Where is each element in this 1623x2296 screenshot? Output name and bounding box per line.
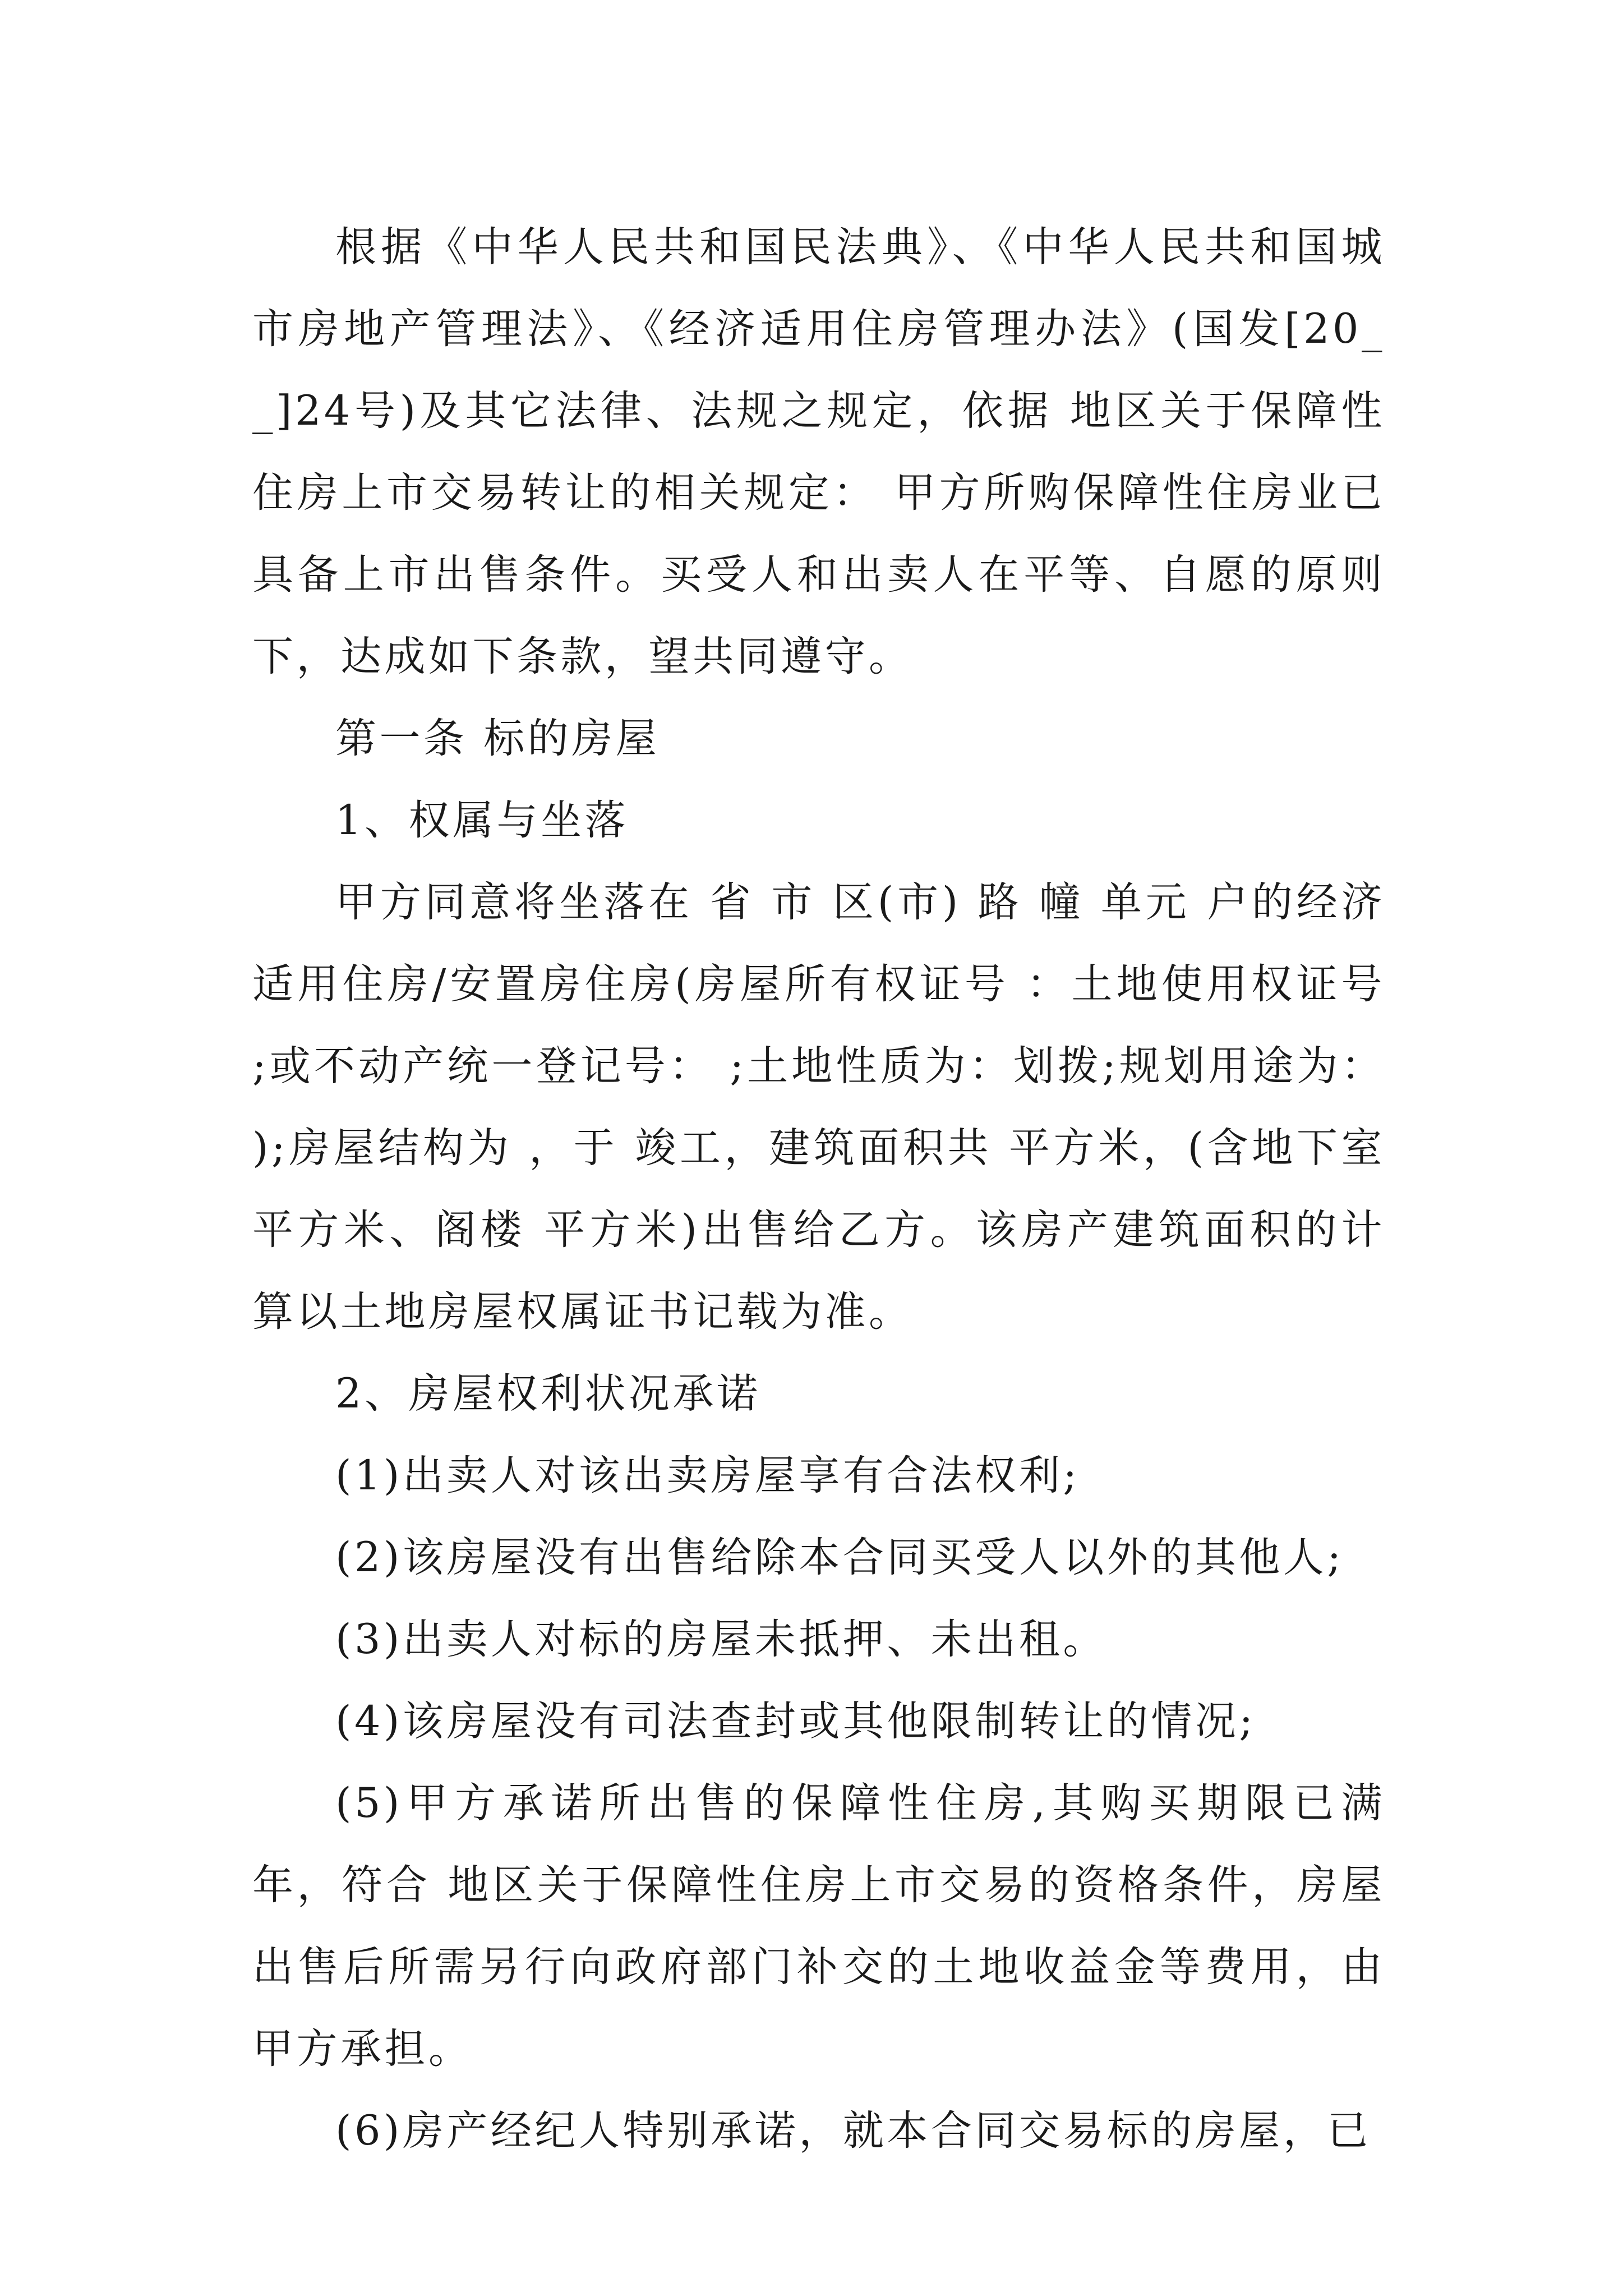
commitment-item-3: (3)出卖人对标的房屋未抵押、未出租。 — [335, 1616, 1107, 1663]
article-1-heading: 第一条 标的房屋 — [335, 715, 660, 762]
commitment-item-5: (5)甲方承诺所出售的保障性住房,其购买期限已满 年，符合 地区关于保障性住房上市交易的资格条件，房屋出售后所需另行向政府部门补交的土地收益金等费用，由甲方承担。 — [252, 1779, 1385, 2073]
commitment-item-4: (4)该房屋没有司法查封或其他限制转让的情况; — [335, 1697, 1256, 1745]
intro-paragraph: 根据《中华人民共和国民法典》、《中华人民共和国城市房地产管理法》、《经济适用住房管理办法》(国发[20__]24号)及其它法律、法规之规定，依据 地区关于保障性住房上市交易转让的相关规定： 甲方所购保障性住房业已具备上市出售条件。买受人和出卖人在平等、自愿的原则下，达成如下条款，望共同遵守。 — [252, 223, 1385, 680]
contract-body — [252, 206, 1385, 2172]
commitment-item-2: (2)该房屋没有出售给除本合同买受人以外的其他人; — [335, 1534, 1344, 1581]
section-2-heading: 2、房屋权利状况承诺 — [335, 1370, 761, 1418]
section-1-heading: 1、权属与坐落 — [335, 797, 629, 844]
commitment-item-1: (1)出卖人对该出卖房屋享有合法权利; — [335, 1452, 1080, 1499]
commitment-item-6: (6)房产经纪人特别承诺，就本合同交易标的房屋，已 — [335, 2107, 1371, 2155]
property-location-paragraph: 甲方同意将坐落在 省 市 区(市) 路 幢 单元 户的经济适用住房/安置房住房(房屋所有权证号 ：土地使用权证号 ;或不动产统一登记号： ;土地性质为：划拨;规划用途为： );房屋结构为 ，于 竣工，建筑面积共 平方米，(含地下室 平方米、阁楼 平方米)出售给乙方。该房产建筑面积的计算以土地房屋权属证书记载为准。 — [252, 878, 1385, 1336]
